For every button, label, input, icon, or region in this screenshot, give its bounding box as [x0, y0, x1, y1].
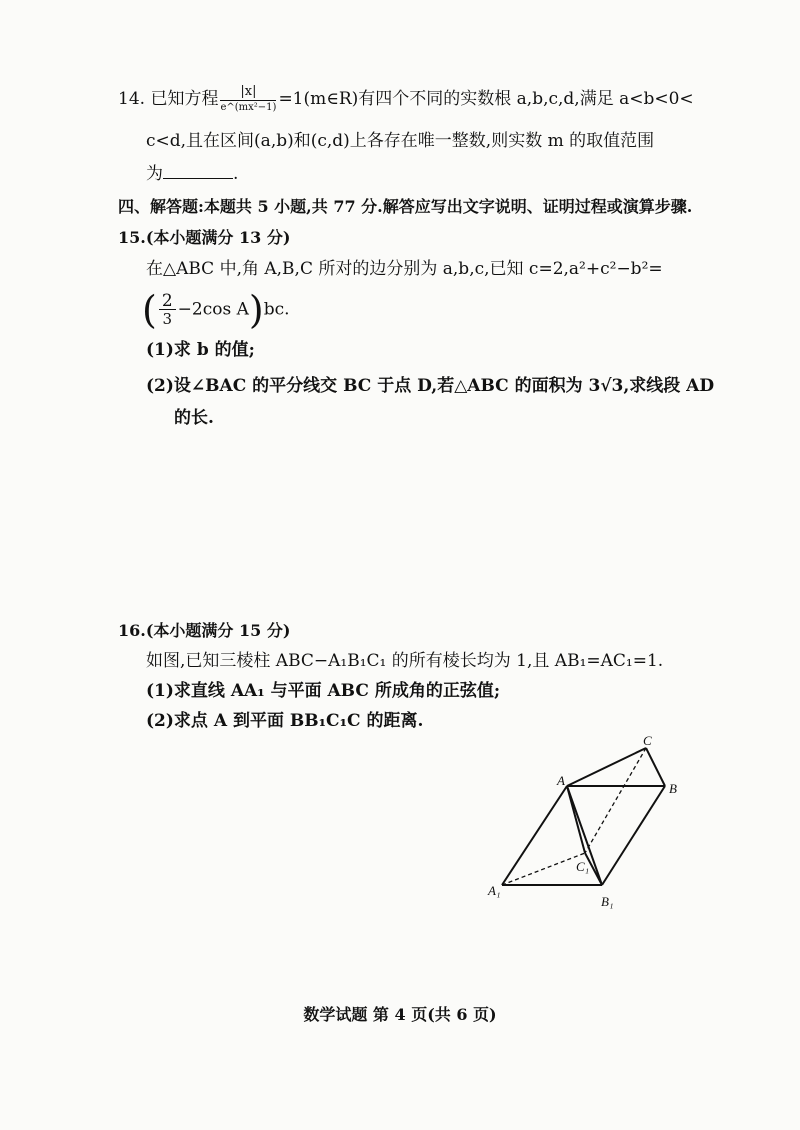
q15-frac-den: 3 [162, 309, 173, 328]
label-C: C [643, 735, 652, 748]
section4-heading: 四、解答题:本题共 5 小题,共 77 分.解答应写出文字说明、证明过程或演算步骤. [118, 197, 693, 216]
label-C1: C₁ [576, 859, 590, 874]
q15-stem2-mid: −2cos A [177, 299, 249, 320]
q15-header: 15.(本小题满分 13 分) [118, 228, 291, 247]
q14-line1-pre: 14. 已知方程 [118, 89, 219, 109]
label-A: A [557, 773, 565, 788]
edge-AA1 [502, 786, 567, 885]
q14-line2: c<d,且在区间(a,b)和(c,d)上各存在唯一整数,则实数 m 的取值范围 [146, 131, 655, 151]
label-B1: B₁ [601, 894, 614, 909]
segment-AC1 [567, 786, 585, 853]
q14-line1-post: =1(m∈R)有四个不同的实数根 a,b,c,d,满足 a<b<0< [278, 89, 694, 109]
edge-CB [646, 748, 665, 786]
page-footer: 数学试题 第 4 页(共 6 页) [303, 1005, 497, 1024]
left-paren: ( [142, 288, 157, 332]
q15-stem1: 在△ABC 中,角 A,B,C 所对的边分别为 a,b,c,已知 c=2,a²+c²−b²= [146, 259, 663, 279]
q14-frac-den: e^(mx²−1) [220, 102, 277, 113]
edge-A1C1 [502, 853, 585, 885]
q15-part2-line1: (2)设∠BAC 的平分线交 BC 于点 D,若△ABC 的面积为 3√3,求线段 AD [146, 376, 715, 396]
q14-line3 [146, 163, 238, 185]
label-B: B [669, 781, 677, 796]
q15-stem2-post: bc. [263, 299, 290, 320]
q15-frac-num: 2 [159, 293, 176, 310]
label-A1: A₁ [488, 883, 501, 898]
q16-part1: (1)求直线 AA₁ 与平面 ABC 所成角的正弦值; [146, 681, 501, 701]
q15-part1: (1)求 b 的值; [146, 340, 255, 360]
q15-fraction [159, 290, 176, 328]
prism-figure [480, 735, 700, 915]
q14-frac-num: |x| [220, 84, 276, 101]
edge-BB1 [602, 786, 665, 885]
q15-part2-line2: 的长. [174, 408, 214, 428]
q14-line1 [118, 84, 694, 115]
q14-line3-post: . [233, 164, 239, 184]
right-paren: ) [248, 288, 264, 332]
edge-AC [567, 748, 646, 786]
q16-stem: 如图,已知三棱柱 ABC−A₁B₁C₁ 的所有棱长均为 1,且 AB₁=AC₁=1. [146, 651, 664, 671]
q15-stem2 [142, 288, 290, 332]
q16-part2: (2)求点 A 到平面 BB₁C₁C 的距离. [146, 711, 424, 731]
q14-answer-blank [163, 164, 233, 179]
q14-line3-pre: 为 [146, 164, 163, 184]
q16-header: 16.(本小题满分 15 分) [118, 621, 291, 640]
q14-fraction [220, 84, 276, 115]
